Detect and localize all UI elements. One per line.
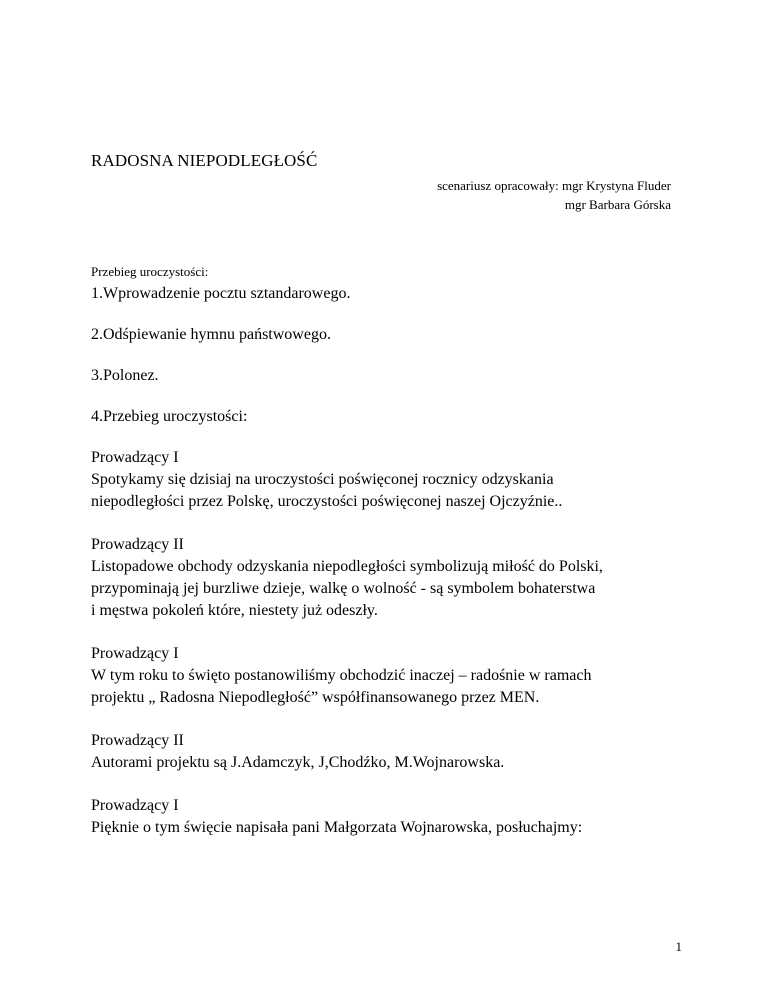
dialogue-line: przypominają jej burzliwe dzieje, walkę o wolność - są symbolem bohaterstwa [91,580,596,597]
agenda-item: 4.Przebieg uroczystości: [91,408,248,425]
dialogue-line: Pięknie o tym święcie napisała pani Małgorzata Wojnarowska, posłuchajmy: [91,819,583,836]
dialogue-line: Listopadowe obchody odzyskania niepodległości symbolizują miłość do Polski, [91,558,603,575]
dialogue-line: i męstwa pokoleń które, niestety już odeszły. [91,602,378,619]
document-body [91,283,711,860]
agenda-item: 2.Odśpiewanie hymnu państwowego. [91,326,331,343]
speaker-label: Prowadzący II [91,732,184,749]
dialogue-line: projektu „ Radosna Niepodległość” współfinansowanego przez MEN. [91,689,540,706]
speaker-label: Prowadzący I [91,797,179,814]
agenda-item: 1.Wprowadzenie pocztu sztandarowego. [91,285,351,302]
document-title: RADOSNA NIEPODLEGŁOŚĆ [91,151,318,170]
page-number: 1 [675,939,682,954]
dialogue-block [91,643,711,709]
agenda-label: Przebieg uroczystości: [91,264,209,279]
speaker-label: Prowadzący I [91,645,179,662]
speaker-label: Prowadzący II [91,536,184,553]
dialogue-line: W tym roku to święto postanowiliśmy obchodzić inaczej – radośnie w ramach [91,667,592,684]
authors-line-1: scenariusz opracowały: mgr Krystyna Fluder [437,178,671,193]
dialogue-block [91,795,711,839]
authors-line-2: mgr Barbara Górska [564,197,671,212]
dialogue-line: Autorami projektu są J.Adamczyk, J,Chodźko, M.Wojnarowska. [91,754,505,771]
dialogue-line: Spotykamy się dzisiaj na uroczystości poświęconej rocznicy odzyskania [91,471,554,488]
authors-block [437,176,671,214]
dialogue-line: niepodległości przez Polskę, uroczystości poświęconej naszej Ojczyźnie.. [91,493,563,510]
dialogue-block [91,730,711,774]
dialogue-block [91,534,711,622]
speaker-label: Prowadzący I [91,449,179,466]
agenda-item: 3.Polonez. [91,367,159,384]
dialogue-block [91,447,711,513]
